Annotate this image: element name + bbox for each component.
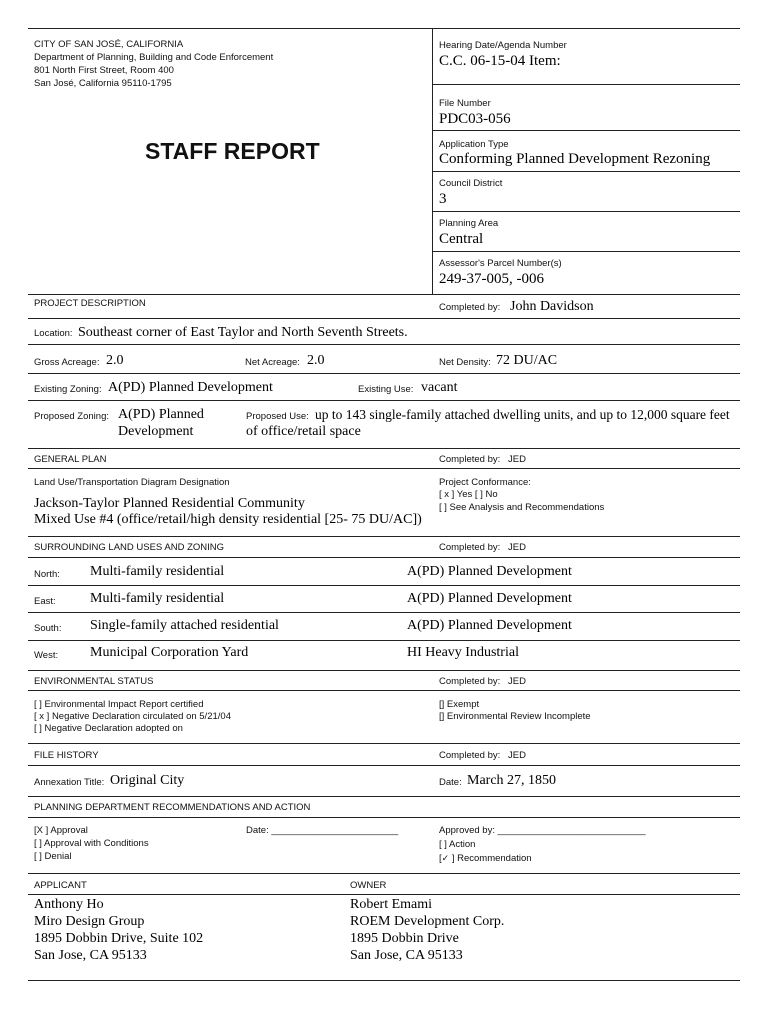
divider	[28, 557, 740, 558]
gross-acreage-label: Gross Acreage:	[34, 357, 100, 368]
approved-by-field: Approved by: ____________________________	[439, 825, 646, 836]
north-label: North:	[34, 569, 60, 580]
parcel-value: 249-37-005, -006	[439, 271, 544, 287]
denial-option: [ ] Denial	[34, 851, 72, 862]
surrounding-completed-label: Completed by:	[439, 542, 501, 553]
negative-declaration-circulated-option: [ x ] Negative Declaration circulated on 5/21/04	[34, 711, 231, 722]
annexation-label: Annexation Title:	[34, 777, 105, 788]
divider	[28, 894, 740, 895]
org-line-2: Department of Planning, Building and Code Enforcement	[34, 52, 274, 63]
annexation-date-value: March 27, 1850	[467, 773, 557, 788]
general-plan-completed-value: JED	[508, 454, 526, 465]
north-zoning: A(PD) Planned Development	[407, 564, 572, 579]
conformance-label: Project Conformance:	[439, 477, 531, 488]
application-type-value: Conforming Planned Development Rezoning	[439, 151, 711, 167]
recommendation-bracket: [	[439, 853, 442, 864]
recommendation-option	[439, 853, 532, 866]
east-use: Multi-family residential	[90, 591, 225, 606]
org-line-1: CITY OF SAN JOSÉ, CALIFORNIA	[34, 39, 184, 50]
divider	[28, 373, 740, 374]
south-use: Single-family attached residential	[90, 618, 279, 633]
eir-option: [ ] Environmental Impact Report certified	[34, 699, 204, 710]
divider	[28, 640, 740, 641]
planning-area-value: Central	[439, 231, 484, 247]
divider	[28, 468, 740, 469]
bottom-border	[28, 980, 740, 981]
divider	[28, 690, 740, 691]
surrounding-heading: SURROUNDING LAND USES AND ZONING	[34, 542, 225, 553]
proposed-use-value-line1: up to 143 single-family attached dwelling units, and up to 12,000 square feet	[315, 407, 730, 422]
proposed-use-value-line2: of office/retail space	[246, 424, 361, 439]
divider	[28, 796, 740, 797]
general-plan-completed-label: Completed by:	[439, 454, 501, 465]
applicant-heading: APPLICANT	[34, 880, 87, 891]
council-district-label: Council District	[439, 178, 503, 189]
planning-area-label: Planning Area	[439, 218, 499, 229]
west-use: Municipal Corporation Yard	[90, 645, 249, 660]
divider	[28, 294, 740, 295]
location-value: Southeast corner of East Taylor and North Seventh Streets.	[78, 325, 408, 340]
file-history-completed-label: Completed by:	[439, 750, 501, 761]
action-option: [ ] Action	[439, 839, 476, 850]
header-divider	[432, 28, 433, 294]
north-use: Multi-family residential	[90, 564, 225, 579]
designation-line-2: Mixed Use #4 (office/retail/high density residential [25- 75 DU/AC])	[34, 512, 422, 527]
south-label: South:	[34, 623, 62, 634]
file-number-value: PDC03-056	[439, 111, 511, 127]
approval-option: [X ] Approval	[34, 825, 88, 836]
owner-name: Robert Emami	[350, 897, 433, 912]
divider	[28, 817, 740, 818]
page-title: STAFF REPORT	[145, 138, 320, 164]
divider	[28, 873, 740, 874]
project-completed-value: John Davidson	[510, 299, 594, 314]
project-completed-label: Completed by:	[439, 302, 501, 313]
recommendation-date-field: Date: ________________________	[246, 825, 399, 836]
project-description-heading: PROJECT DESCRIPTION	[34, 298, 146, 309]
divider	[28, 765, 740, 766]
proposed-zoning-label: Proposed Zoning:	[34, 411, 109, 422]
proposed-zoning-value-line1: A(PD) Planned	[118, 407, 204, 422]
file-history-completed-value: JED	[508, 750, 526, 761]
applicant-street: 1895 Dobbin Drive, Suite 102	[34, 931, 204, 946]
divider	[28, 400, 740, 401]
existing-use-value: vacant	[421, 380, 458, 395]
designation-line-1: Jackson-Taylor Planned Residential Community	[34, 496, 305, 511]
environmental-completed-value: JED	[508, 676, 526, 687]
recommendation-label: ] Recommendation	[449, 853, 532, 864]
applicant-name: Anthony Ho	[34, 897, 104, 912]
applicant-city: San Jose, CA 95133	[34, 948, 147, 963]
gross-acreage-value: 2.0	[106, 353, 124, 368]
existing-zoning-label: Existing Zoning:	[34, 384, 102, 395]
land-use-label: Land Use/Transportation Diagram Designation	[34, 477, 230, 488]
annexation-value: Original City	[110, 773, 185, 788]
review-incomplete-option: [] Environmental Review Incomplete	[439, 711, 591, 722]
proposed-use-label: Proposed Use:	[246, 411, 309, 422]
applicant-company: Miro Design Group	[34, 914, 145, 929]
net-acreage-value: 2.0	[307, 353, 325, 368]
divider	[433, 130, 740, 131]
file-number-label: File Number	[439, 98, 491, 109]
approval-with-conditions-option: [ ] Approval with Conditions	[34, 838, 149, 849]
parcel-label: Assessor's Parcel Number(s)	[439, 258, 562, 269]
owner-street: 1895 Dobbin Drive	[350, 931, 459, 946]
annexation-date-label: Date:	[439, 777, 462, 788]
org-line-4: San José, California 95110-1795	[34, 78, 172, 89]
divider	[433, 171, 740, 172]
existing-use-label: Existing Use:	[358, 384, 414, 395]
divider	[28, 536, 740, 537]
location-label: Location:	[34, 328, 73, 339]
check-mark-icon: ✓	[441, 854, 450, 864]
divider	[28, 585, 740, 586]
divider	[28, 612, 740, 613]
divider	[28, 318, 740, 319]
divider	[28, 448, 740, 449]
conformance-options: [ x ] Yes [ ] No	[439, 489, 498, 500]
council-district-value: 3	[439, 191, 447, 207]
file-history-heading: FILE HISTORY	[34, 750, 99, 761]
west-zoning: HI Heavy Industrial	[407, 645, 519, 660]
org-line-3: 801 North First Street, Room 400	[34, 65, 174, 76]
owner-company: ROEM Development Corp.	[350, 914, 505, 929]
divider	[28, 670, 740, 671]
divider	[433, 84, 740, 85]
general-plan-heading: GENERAL PLAN	[34, 454, 107, 465]
exempt-option: [] Exempt	[439, 699, 480, 710]
east-label: East:	[34, 596, 56, 607]
conformance-analysis: [ ] See Analysis and Recommendations	[439, 502, 605, 513]
hearing-value: C.C. 06-15-04 Item:	[439, 53, 561, 69]
south-zoning: A(PD) Planned Development	[407, 618, 572, 633]
surrounding-completed-value: JED	[508, 542, 526, 553]
hearing-label: Hearing Date/Agenda Number	[439, 40, 567, 51]
net-density-label: Net Density:	[439, 357, 491, 368]
recommendations-heading: PLANNING DEPARTMENT RECOMMENDATIONS AND ACTION	[34, 802, 311, 813]
net-density-value: 72 DU/AC	[496, 353, 558, 368]
proposed-zoning-value-line2: Development	[118, 424, 194, 439]
owner-heading: OWNER	[350, 880, 387, 891]
owner-city: San Jose, CA 95133	[350, 948, 463, 963]
top-border	[28, 28, 740, 29]
existing-zoning-value: A(PD) Planned Development	[108, 380, 273, 395]
west-label: West:	[34, 650, 59, 661]
negative-declaration-adopted-option: [ ] Negative Declaration adopted on	[34, 723, 183, 734]
east-zoning: A(PD) Planned Development	[407, 591, 572, 606]
application-type-label: Application Type	[439, 139, 509, 150]
divider	[433, 211, 740, 212]
divider	[28, 743, 740, 744]
environmental-heading: ENVIRONMENTAL STATUS	[34, 676, 154, 687]
environmental-completed-label: Completed by:	[439, 676, 501, 687]
net-acreage-label: Net Acreage:	[245, 357, 300, 368]
divider	[433, 251, 740, 252]
divider	[28, 344, 740, 345]
